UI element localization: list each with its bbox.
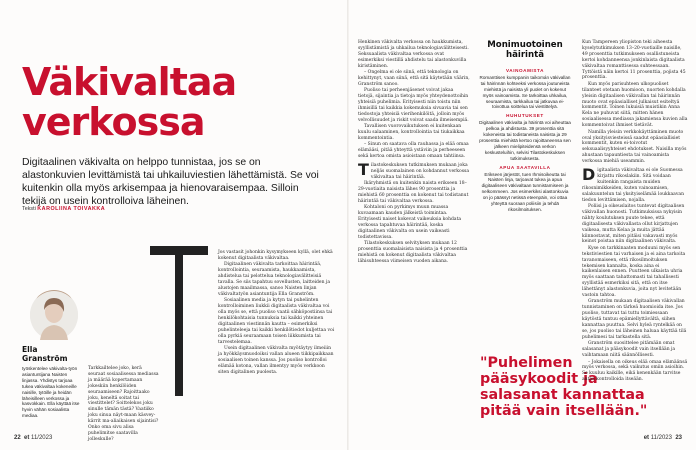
- right-col3-paragraph-2: Kun myös parisuhteen ulkopuoliset tilanteet otetaan huomioon, nuorten kohdalla yleisin digitaalisen väkivallan tai häirinnän muoto ovat epäasialliset julkaisut esiteltyä kommentit. Toinen lukuisiä muistikin Anna Kela ne puhuvat siitä, mitten hänen sosiaalisessa mediassa jakamiensa kuvien alla kommentoivat ihmiset tietävät.: [582, 81, 688, 129]
- left-page-number: 22: [14, 435, 21, 441]
- expert-portrait: [30, 290, 78, 340]
- left-col2-paragraph-3: Sosiaalinen media ja kytyn tai puhelinten kontrolloiminen liukkii digitaalista väkivaltaa voi olla myös se, että puoliso vaatii sähköpostiinsa tai henkilökohtaisia tunnuksia tai kaikki yhteinen digitaalinen viestinnän kautta – esimerkiksi puhelinteleeja tai kaikki henkilötiedot kuljettaa voi olla pyrkiä seuraamaan toisen liikkumista tai tarvestelemaa.: [218, 298, 335, 345]
- right-body-col3: [582, 40, 688, 432]
- expert-bio: työskentelee väkivalta-työn asiantuntijana Naisten linjassa. Yhdistys tarjoaa tukea väkivaltaa kokeneille naisille, tytöille ja heidän läheisilleen verkossa ja kasvokkain. Ella käyttää itse hyvin vähän sosiaalista mediaa.: [22, 366, 80, 419]
- factbox-text-3: Erikseen järjestöt, tuen Ihmisoikeutta tai Naisten linja, tarjoavat tukea ja apua digitaaliseen väkivaltaan tunnistamiseen ja nelkommeen. Jos esimerkiksi alastonkuvia on jo päässyt netissä eteenpäin, voi ottaa yhteyttä suoraan poliisiin ja tehdä rikosilmoituksen.: [481, 171, 569, 212]
- factbox-heading-2: HUHUTUKSET: [506, 113, 544, 119]
- right-issue: 11/2023: [650, 435, 672, 441]
- left-magazine-mark: et: [24, 435, 30, 441]
- right-body-col1: [358, 40, 470, 435]
- right-col1-paragraph-4: Tavallisen vuorovaikutuksen ei kuitenkaan kuulu salaaminen, kontrollointia tai tiukaikkaa kommentointia.: [358, 124, 465, 141]
- factbox-text-1: Romanttisen kumppanin taikomán väkivallan tai häirinnän kohteeksi verkossa joutuneista miehistä ja naisista yli puolet on kokenut myös vainoamista. Se tarkoittaa uhkailua, seuraamista, tarkkailua tai jatkuvaa ei-toivottua soittelua tai viestittelyä.: [479, 74, 571, 110]
- left-col1-paragraph: Tarkkailtelee joko, kerä seuraat sosiaalisessa mediassa ja määrää kopertamaan jokeskiin henkilöiden seuraamiseen? Rajoittaako joku, keneltä soitat tai viestittelet? Soittelekos joku sinulle tämän tästä? Vaatiiko joku sinua näyt-maan käsvey-kärrit ma-aliaikaisen sijaintisi? Onko oma sivu alisa puhelimitse saatavilla jolleskulle?: [88, 366, 159, 442]
- article-ingress: Digitaalinen väkivalta on helppo tunnistaa, jos se on alastonkuvien levittämistä tai uhkailuviestien lähettämistä. Se voi kuitenkin olla myös arkisempaa ja hienovaraisempaa. Silloin tekijä on usein kontrolloiva läheinen.: [22, 157, 319, 207]
- byline-label: Teksti: [22, 206, 36, 212]
- pull-quote: "Puhelimen pääsykoodit ja salasanat kannattaa pitää vain itsellään.": [480, 355, 648, 419]
- right-col1-paragraph-2: – Ongelma ei ole siinä, että teknologia on kehittynyt, vaan siinä, että sitä käytetään väärin, Granström sanoo.: [358, 70, 470, 87]
- right-col1-paragraph-3: Puoliso tai perheenjäsenet voivat jakaa tietojä, sijaintia ja tietoja myös yhteydenottoihin yhteisiä puhelimia. Erityisesti niin toistu niin ihmisillä tai kaikkia kokemuksia sivuavia tai sen tiedostoja yhteisiä vierihenkilöitä, jolloin myös velvollisuudet ja riskit voivat saada ilmeisempiä.: [358, 88, 469, 123]
- factbox-title: Monimuotoinen häirintä: [487, 40, 563, 60]
- right-col3-paragraph-8: Granström suosittelee pitämään omat salasanat ja pääsykoodit vain itsellään ja vaihtamaan niitä säännöllisesti.: [582, 341, 676, 359]
- right-col3-paragraph-1: Kun Tampereen yliopiston teki aiheesta kyselytutkimuksen 13–20-vuotiaille naisille, 49 prosenttia tutkimukseen osallistuneista kertoi kohdanneensa jonkinlaista digitaalista väkivaltaa romanttisessa suhteessaan. Tyttöistä näin kertoi 11 prosenttia, pojista 45 prosenttia.: [582, 40, 686, 81]
- factbox-heading-3: APUA SAATAVILLA: [499, 164, 551, 170]
- byline-author: KAROLIINA TOIVAKKA: [37, 206, 106, 212]
- left-col2-paragraph-2: Digitaalinen väkivalta tarkoittaa häirintää, kontrollointia, seuraamista, haukkaamista, ahdistelua tai pelottelua teknologiavälitteisiä tavalla. Se siis tapahtuu sovellusten, laitteiden ja alustojen maailmassa, sanoo Naisten linjan väkivaltatyön asiantuntija Ella Granström.: [218, 262, 331, 297]
- right-col1-paragraph-5: – Sinun on saatava olla rauhassa ja elää omaa elämääsi, pitää yhteyttä ystäviin ja perheeseen sekä kertoa omista asioistaan omaan tahtiinsa.: [358, 142, 469, 160]
- expert-name: Ella Granström: [22, 345, 68, 363]
- left-issue: 11/2023: [31, 435, 53, 441]
- right-col3-paragraph-3: Namilla yleisin verkkokäyttäminen muoto oval yksityisviesteissä saadut epäasiallisiet kommentit, kuten ei-toivotut seksuaalisyyhteiset ehdotukset. Naisilla myös ahustaan tapauntiesta tai vainoamista verkossa miehiä useammin.: [582, 129, 687, 165]
- left-body-col1: [88, 366, 160, 442]
- right-col1-paragraph-6: Tilastokeskuksen tutkimuksen mukaan joka neljäs suomalainen on kohdannut verkossa väkivaltaa tai häirintää.: [358, 160, 470, 180]
- right-folio: [644, 435, 682, 441]
- article-headline: Väkivaltaa verkossa: [22, 60, 237, 144]
- right-col1-paragraph-1: Henkinen väkivalta verkossa on haukkumista, syyllistämistä ja uhkailua teknologiavälitteisesti. Seksuaalista väkivaltaa verkossa ovat esimerkiksi viestillä ahdistelu tai alastonkuvilla kiristäminen.: [358, 40, 469, 69]
- right-page: [348, 0, 696, 450]
- left-body-col2: [218, 250, 336, 430]
- byline: [22, 206, 222, 212]
- left-col2-paragraph-4: Usein digitaalinen väkivalta myötäytyy ilmeiiin ja hyökkäysmuodoiksi vallan alueen tiikkipaikkaan sosiaalisen toinen kanssa. Jos puoliso kontrolloi elämää kotona, vallan ilmentyy myös verkkoon siten digitalinen puolesta.: [218, 346, 334, 375]
- left-col2-paragraph-1: Jos vastasit johonkin kysymykseen kyllä, olet ehkä kokenut digitaalista väkivaltaa.: [218, 250, 333, 261]
- right-col3-paragraph-4: Digitaalista väkivaltaa ei ole Suomessa kirjattu rikoslakiin. Sitä voidaan kuitenkin rangaista muiden rikosnimikkeiden, kuten vainoamisen, salakuuntelun tai yksityiselämää loukkaavan tiedon levittämisen, nojalla.: [582, 165, 684, 203]
- right-col3-paragraph-5: Poliisi ja oikeuslaitos tuntevat digitaalisen väkivallan huonosti. Tutkimuksissa nykyisin nähty koulutuksen puute tekee, että digitaalisesta väkivallasta ollut kirjattujen vaikeaa, mutta Kelaa ja muita jättää kiinnostavat, miten pitäisi vakavasti myös keinot poistaa niin digitaalinen väkivalta.: [582, 203, 685, 245]
- right-page-number: 23: [675, 435, 682, 441]
- factbox: [479, 65, 571, 214]
- right-col3-paragraph-9: – Jokaisella on oikeus elää omaa elämäänsä myös verkossa, sekä vaikutus omiin asioihin. Se kuuluu kaikille, eikä kenenkään tarvitse antaa kontrolloida itseään.: [582, 359, 688, 383]
- right-col3-paragraph-7: Granström mukaan digitaalisen väkivallan tunnistaminen on tärkeä huomioida itse. Jos puoliso, tuttavat tai tuttu toimiessaan käytöstä tuntuu epämiellyttävältä, siihen kannattaa puuttua. Selvi hyleä ryntelkää on se, jos puoliso tai läheinen haluaa käyttää tilä puhelimesi tai tarkastella sitä.: [582, 299, 687, 340]
- left-folio: [14, 435, 52, 441]
- factbox-heading-1: VAINOAMISTA: [505, 68, 545, 73]
- right-magazine-mark: et: [643, 435, 650, 441]
- factbox-text-2: Digitaalinen väkivalta ja häirintä voi aiheuttaa pelkoa ja ahdistusta. 39 prosenttia sitä kokeneista tai todistaneista naisista ja 29 prosenttia miehistä kertoo rajoittaneensa sen jälkeen mielipiteidensä verkon keskusteluihin, selvisi Tilastokeskuksen tutkimuksesta.: [479, 120, 571, 161]
- right-col1-paragraph-8: Kohtaloni on pyrkimys muun muassa kuvaamaan kauden jälkeistä toimintaa. Erityisesti naiset kokevat vaikeuksia kohdata verkossa tapahtuvaa häirintää, koska digitaalinen väkivalta on usein vaikeasti todistettavissa.: [358, 205, 462, 240]
- right-col3-paragraph-6: Kyse on tarkkinaaten moduuni myös sen tekstiviestien tai varhaisen ja ei aina tarkoita tavanomaiseen, että rikosilmoituksen tekemisen kannalta, koska aina ei kaikenlaisen ennen. Puutteen ulkaista uhria myös saattaan tahattomasti tai tahallisesti syyllistää esmerkiksi sitä, että on itse lähettänyt alastonkuvia, joita nyt levitetään vastoin tahtoa.: [582, 245, 686, 299]
- right-col1-paragraph-9: Tilastokeskuksen selvityksen mukaan 12 prosenttia suomalaisista naisista ja 4 prosenttia miehistä on kokenut digitaalista väkivaltaa lähisuhteessa viimeisen vuoden aikana.: [358, 241, 468, 265]
- right-col1-paragraph-7: Ikäryhmistä on kuitenkin naista erikseen 18–29-vuotiaita naisista lähes 90 prosenttia ja miehistä 60 prosenttia on kokenut tai todistanut häirintää tai väkivaltaa verkossa.: [358, 181, 469, 205]
